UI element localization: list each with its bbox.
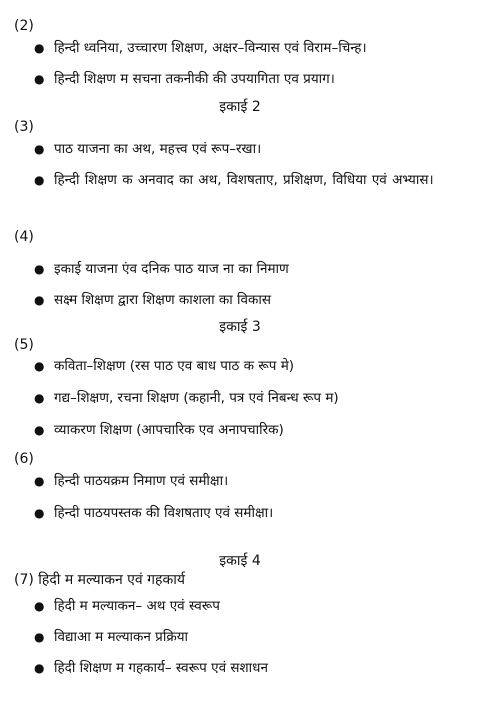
unit-heading: इकाई 2 [219, 99, 261, 115]
list-item [34, 356, 468, 376]
bullet-icon: ● [34, 599, 45, 613]
list-item [34, 658, 468, 678]
bullet-icon: ● [34, 661, 45, 675]
section-number: (4) [14, 229, 34, 245]
list-item [34, 170, 468, 195]
unit-heading: इकाई 4 [219, 553, 261, 569]
bullet-icon: ● [34, 423, 45, 437]
list-item [34, 290, 468, 310]
bullet-icon: ● [34, 41, 45, 55]
section-number: (2) [14, 18, 34, 34]
bullet-icon: ● [34, 262, 45, 276]
list-item-text: गद्य–शिक्षण, रचना शिक्षण (कहानी, पत्र एवं निबन्ध रूप म) [54, 390, 339, 406]
list-item-text: कविता–शिक्षण (रस पाठ एव बाध पाठ क रूप मे) [54, 358, 295, 374]
list-item-text: हिन्दी ध्वनिया, उच्चारण शिक्षण, अक्षर–विन्यास एवं विराम–चिन्ह। [54, 40, 367, 56]
bullet-icon: ● [34, 293, 45, 307]
list-item [34, 388, 468, 408]
list-item-text: हिन्दी शिक्षण म सचना तकनीकी की उपयागिता एव प्रयाग। [54, 71, 335, 87]
list-item [34, 259, 468, 279]
list-item [34, 420, 468, 440]
section-number: (3) [14, 119, 34, 135]
bullet-icon: ● [34, 142, 45, 156]
list-item-text: हिन्दी पाठयपस्तक की विशषताए एवं समीक्षा। [54, 505, 274, 521]
bullet-icon: ● [34, 359, 45, 373]
list-item [34, 69, 468, 89]
list-item [34, 38, 468, 58]
list-item-text: हिदी म मल्याकन– अथ एवं स्वरूप [54, 598, 220, 614]
section-number: (5) [14, 337, 34, 353]
bullet-icon: ● [34, 72, 45, 86]
bullet-icon: ● [34, 474, 45, 488]
list-item-text: हिन्दी शिक्षण क अनवाद का अथ, विशषताए, प्रशिक्षण, विधिया एवं अभ्यास। [54, 172, 434, 188]
bullet-icon: ● [34, 506, 45, 520]
list-item-text: सक्ष्म शिक्षण द्वारा शिक्षण काशला का विकास [54, 292, 272, 308]
list-item-text: विद्याआ म मल्याकन प्रक्रिया [54, 629, 189, 645]
list-item-text: हिन्दी पाठयक्रम निमाण एवं समीक्षा। [54, 473, 229, 489]
section-number: (7) हिदी म मल्याकन एवं गहकार्य [14, 572, 185, 588]
bullet-icon: ● [34, 630, 45, 644]
list-item [34, 471, 468, 491]
bullet-icon: ● [34, 173, 45, 187]
unit-heading: इकाई 3 [219, 319, 261, 335]
bullet-icon: ● [34, 391, 45, 405]
list-item [34, 139, 468, 159]
list-item-text: इकाई याजना एंव दनिक पाठ याज ना का निमाण [54, 261, 289, 277]
list-item [34, 503, 468, 523]
list-item [34, 596, 468, 616]
list-item-text: हिदी शिक्षण म गहकार्य– स्वरूप एवं सशाधन [54, 660, 268, 676]
list-item-text: पाठ याजना का अथ, महत्त्व एवं रूप–रखा। [54, 141, 262, 157]
section-number: (6) [14, 451, 34, 467]
list-item [34, 627, 468, 647]
list-item-text: व्याकरण शिक्षण (आपचारिक एव अनापचारिक) [54, 422, 284, 438]
